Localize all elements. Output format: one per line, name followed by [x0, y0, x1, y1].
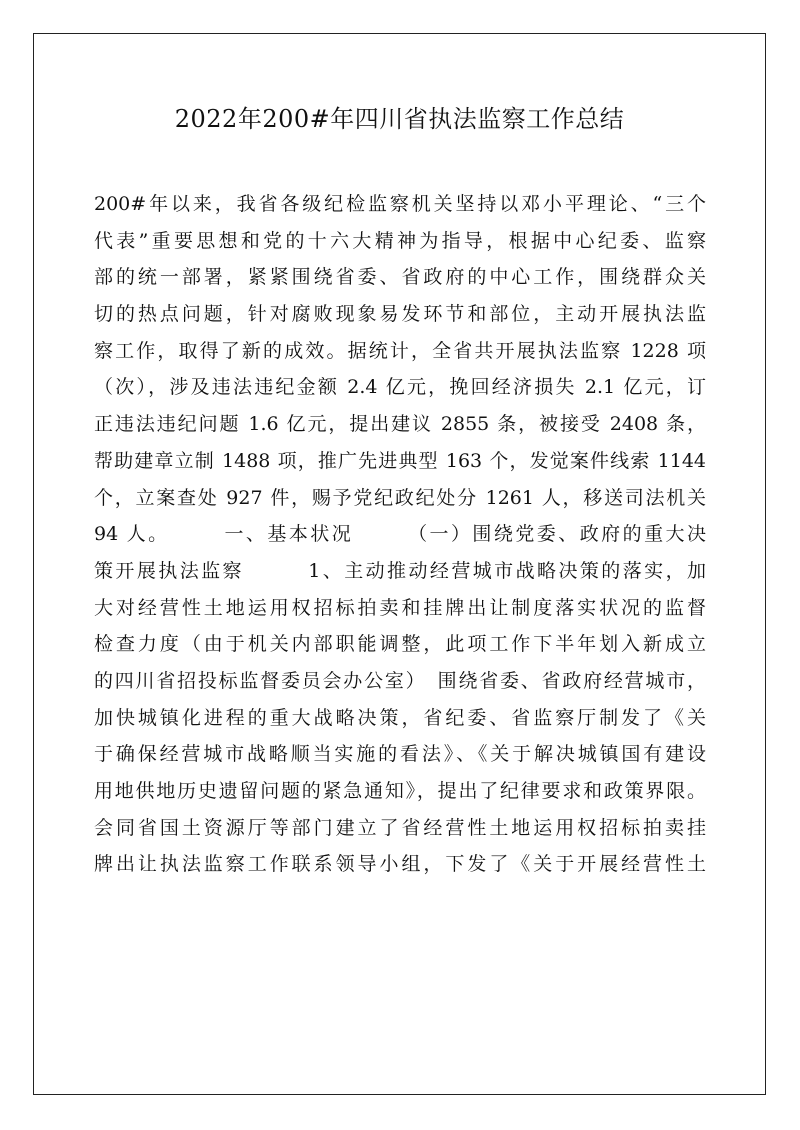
body-line: （次），涉及违法违纪金额 2.4 亿元，挽回经济损失 2.1 亿元，订 — [94, 376, 706, 399]
body-line: 策开展执法监察 1、主动推动经营城市战略决策的落实，加 — [94, 559, 706, 582]
body-line: 正违法违纪问题 1.6 亿元，提出建议 2855 条，被接受 2408 条， — [94, 413, 706, 436]
body-line: 帮助建章立制 1488 项，推广先进典型 163 个，发觉案件线索 1144 — [94, 449, 706, 472]
body-line: 200#年以来，我省各级纪检监察机关坚持以邓小平理论、“三个 — [94, 193, 706, 215]
body-line: 的四川省招投标监督委员会办公室） 围绕省委、省政府经营城市， — [94, 669, 706, 692]
body-line: 检查力度（由于机关内部职能调整，此项工作下半年划入新成立 — [94, 633, 706, 656]
body-line: 部的统一部署，紧紧围绕省委、省政府的中心工作，围绕群众关 — [94, 266, 706, 289]
body-line: 牌出让执法监察工作联系领导小组，下发了《关于开展经营性土 — [94, 853, 706, 876]
body-line: 个，立案查处 927 件，赐予党纪政纪处分 1261 人，移送司法机关 — [94, 486, 706, 509]
body-line: 加快城镇化进程的重大战略决策，省纪委、省监察厅制发了《关 — [94, 706, 706, 729]
body-line: 会同省国土资源厅等部门建立了省经营性土地运用权招标拍卖挂 — [94, 816, 706, 839]
document-title: 2022年200#年四川省执法监察工作总结 — [174, 105, 625, 133]
body-line: 大对经营性土地运用权招标拍卖和挂牌出让制度落实状况的监督 — [94, 596, 706, 619]
body-line: 94 人。 一、基本状况 （一）围绕党委、政府的重大决 — [94, 523, 706, 546]
body-line: 代表”重要思想和党的十六大精神为指导，根据中心纪委、监察 — [94, 229, 706, 252]
body-line: 用地供地历史遗留问题的紧急通知》，提出了纪律要求和政策界限。 — [94, 780, 706, 802]
document-body — [94, 186, 706, 883]
body-line: 于确保经营城市战略顺当实施的看法》、《关于解决城镇国有建设 — [94, 743, 706, 766]
body-line: 切的热点问题，针对腐败现象易发环节和部位，主动开展执法监 — [94, 303, 706, 326]
body-line: 察工作，取得了新的成效。据统计，全省共开展执法监察 1228 项 — [94, 339, 706, 362]
